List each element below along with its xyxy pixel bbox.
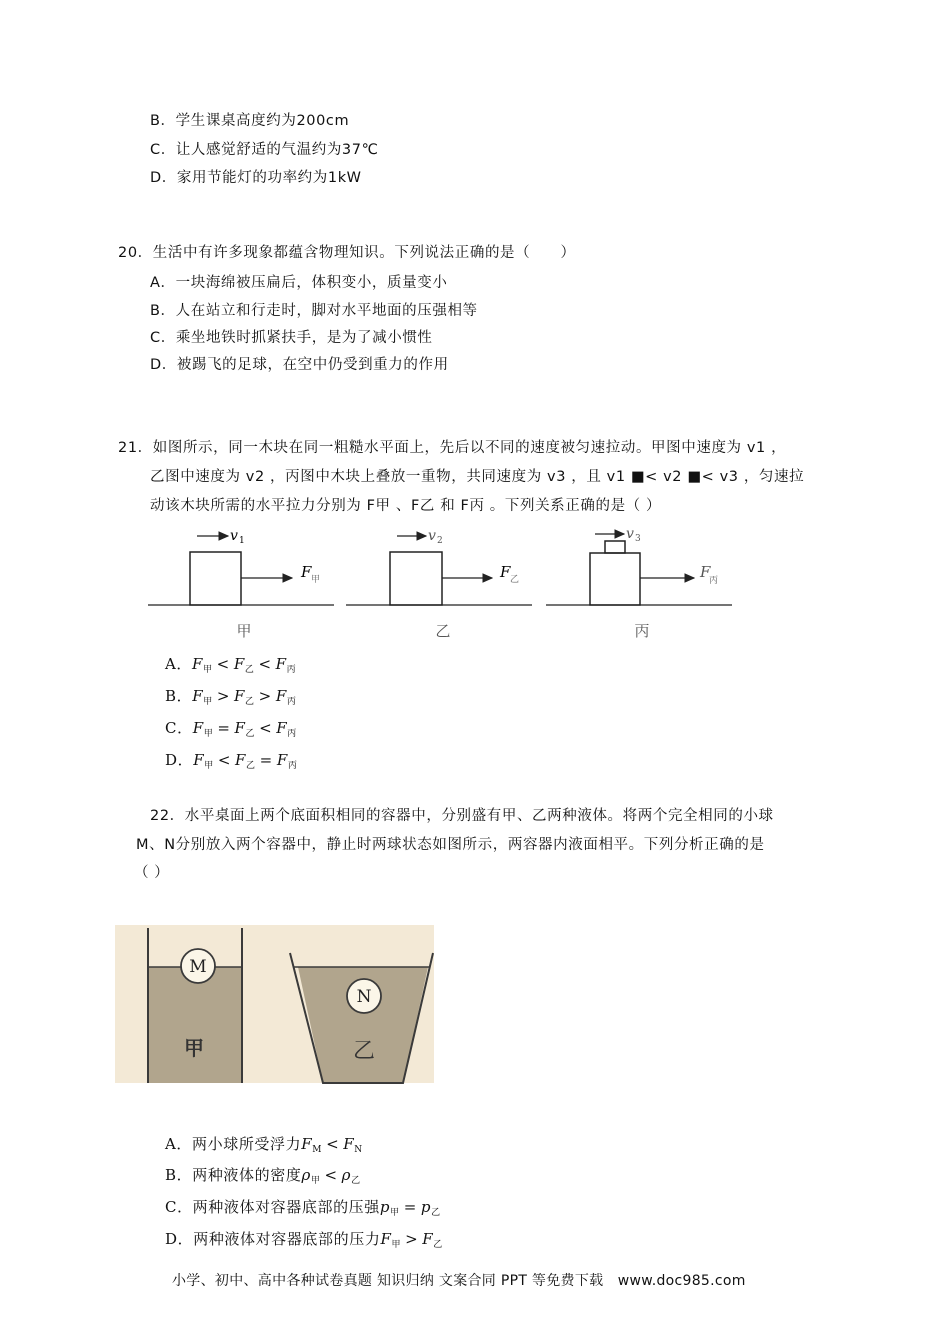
q21-option-c: C．$F_甲 = F_乙 < F_丙$ <box>165 719 297 739</box>
velocity-sub-2: 2 <box>437 536 443 546</box>
q22-option-d: D．两种液体对容器底部的压力$F_甲 > F_乙$ <box>165 1230 443 1250</box>
q21-option-b: B．$F_甲 > F_乙 > F_丙$ <box>165 687 297 707</box>
force-sub-1: 甲 <box>311 575 321 585</box>
page-footer: 小学、初中、高中各种试卷真题 知识归纳 文案合同 PPT 等免费下载 www.doc985.com <box>172 1273 746 1289</box>
ball-m-label: M <box>189 957 207 977</box>
ball-n-label: N <box>356 987 372 1007</box>
q20-stem: 20．生活中有许多现象都蕴含物理知识。下列说法正确的是（ ） <box>118 245 576 261</box>
liquid-jia-label: 甲 <box>184 1036 204 1060</box>
force-label-1: F <box>301 563 312 581</box>
prev-option-d: D．家用节能灯的功率约为1kW <box>150 170 362 186</box>
velocity-label-1: v <box>230 528 238 544</box>
prev-option-b: B．学生课桌高度约为200cm <box>150 113 350 129</box>
caption-yi: 乙 <box>435 622 451 640</box>
q21-stem-line1: 21．如图所示，同一木块在同一粗糙水平面上，先后以不同的速度被匀速拉动。甲图中速度为 v1 ， <box>118 440 787 456</box>
q22-option-a: A．两小球所受浮力$F_M < F_N$ <box>165 1135 363 1155</box>
q21-option-d: D．$F_甲 < F_乙 = F_丙$ <box>165 751 298 771</box>
force-sub-3: 丙 <box>709 576 719 586</box>
q22-option-c: C．两种液体对容器底部的压强$p_甲 = p_乙$ <box>165 1198 441 1218</box>
velocity-sub-3: 3 <box>635 534 641 544</box>
q20-option-b: B．人在站立和行走时，脚对水平地面的压强相等 <box>150 303 478 319</box>
q22-option-b: B．两种液体的密度$\rho_甲 < \rho_乙$ <box>165 1166 361 1186</box>
q20-option-c: C．乘坐地铁时抓紧扶手，是为了减小惯性 <box>150 330 433 346</box>
prev-option-c: C．让人感觉舒适的气温约为37℃ <box>150 142 379 158</box>
velocity-sub-1: 1 <box>239 536 245 546</box>
q22-stem-line1: 22．水平桌面上两个底面积相同的容器中，分别盛有甲、乙两种液体。将两个完全相同的小球 <box>150 808 774 824</box>
caption-bing: 丙 <box>634 622 650 640</box>
force-sub-2: 乙 <box>510 575 520 585</box>
q20-option-d: D．被踢飞的足球，在空中仍受到重力的作用 <box>150 357 449 373</box>
q21-option-a: A．$F_甲 < F_乙 < F_丙$ <box>165 655 297 675</box>
q22-stem-line2: M、N分别放入两个容器中，静止时两球状态如图所示，两容器内液面相平。下列分析正确的是 <box>136 837 765 853</box>
liquid-yi-label: 乙 <box>352 1039 376 1064</box>
q20-option-a: A．一块海绵被压扁后，体积变小，质量变小 <box>150 275 448 291</box>
q21-stem-line3: 动该木块所需的水平拉力分别为 F甲 、F乙 和 F丙 。下列关系正确的是（ ） <box>150 498 662 514</box>
force-label-3: F <box>700 563 711 581</box>
force-label-2: F <box>500 563 511 581</box>
caption-jia: 甲 <box>236 622 252 640</box>
liquid-jia <box>148 967 242 1083</box>
q22-stem-line3: （ ） <box>134 865 170 881</box>
q21-stem-line2: 乙图中速度为 v2 ，丙图中木块上叠放一重物，共同速度为 v3 ，且 v1 ■< v2 ■< v3 ，匀速拉 <box>150 469 805 485</box>
velocity-label-2: v <box>428 528 436 544</box>
velocity-label-3: v <box>626 526 634 542</box>
